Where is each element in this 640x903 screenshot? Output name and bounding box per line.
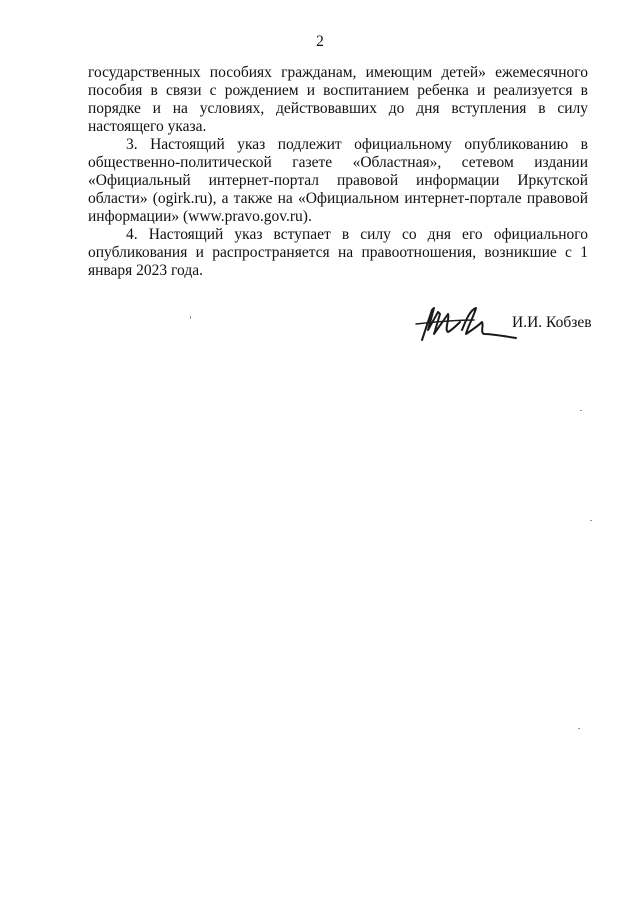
document-body [88, 64, 588, 280]
signature-block [400, 300, 600, 350]
signatory-name: И.И. Кобзев [512, 314, 592, 331]
scan-speck [590, 520, 592, 521]
paragraph-item-4: 4. Настоящий указ вступает в силу со дня его официального опубликования и распространяется на правоотношения, возникшие с 1 января 2023 года. [88, 226, 588, 279]
scan-speck [580, 410, 582, 411]
paragraph-continuation: государственных пособиях гражданам, имеющим детей» ежемесячного пособия в связи с рождением и воспитанием ребенка и реализуется в порядке и на условиях, действовавших до дня вступления в силу настоящего указа. [88, 64, 588, 135]
page-number: 2 [316, 33, 324, 50]
scan-speck [578, 728, 580, 729]
paragraph-item-3: 3. Настоящий указ подлежит официальному опубликованию в общественно-политической газете «Областная», сетевом издании «Официальный интернет-портал правовой информации Иркутской области» (ogirk.ru), а также на «Официальном интернет-портале правовой информации» (www.pravo.gov.ru). [88, 136, 588, 225]
handwritten-signature [404, 300, 524, 346]
scan-speck [190, 316, 191, 319]
